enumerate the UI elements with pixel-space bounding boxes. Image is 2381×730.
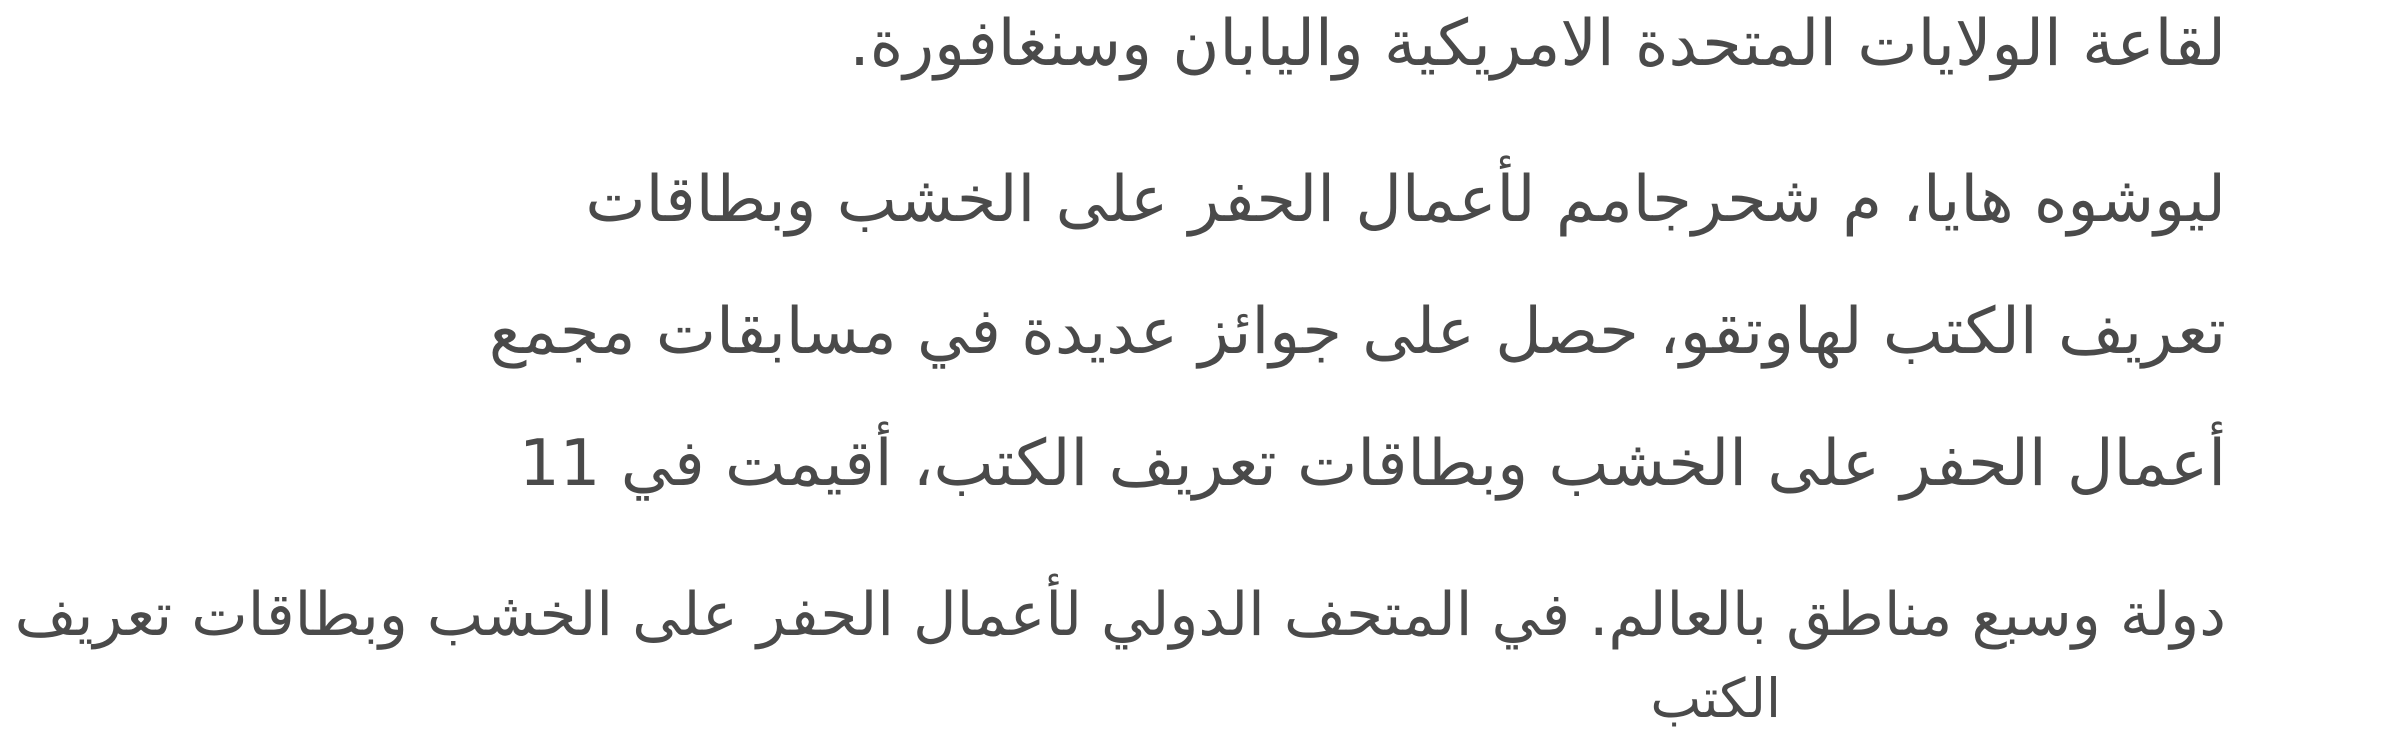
text-line-1: لقاعة الولايات المتحدة الامريكية واليابان وسنغافورة. <box>849 7 2226 81</box>
text-line-2: ليوشوه هايا، م شحرجامم لأعمال الحفر على الخشب وبطاقات <box>585 163 2226 237</box>
text-line-3: تعريف الكتب لهاوتقو، حصل على جوائز عديدة في مسابقات مجمع <box>488 295 2226 369</box>
text-line-5: دولة وسبع مناطق بالعالم. في المتحف الدولي لأعمال الحفر على الخشب وبطاقات تعريف <box>14 580 2226 650</box>
text-line-4: أعمال الحفر على الخشب وبطاقات تعريف الكتب، أقيمت في 11 <box>518 427 2226 501</box>
text-line-6-partial: الكتب <box>1650 667 1781 730</box>
